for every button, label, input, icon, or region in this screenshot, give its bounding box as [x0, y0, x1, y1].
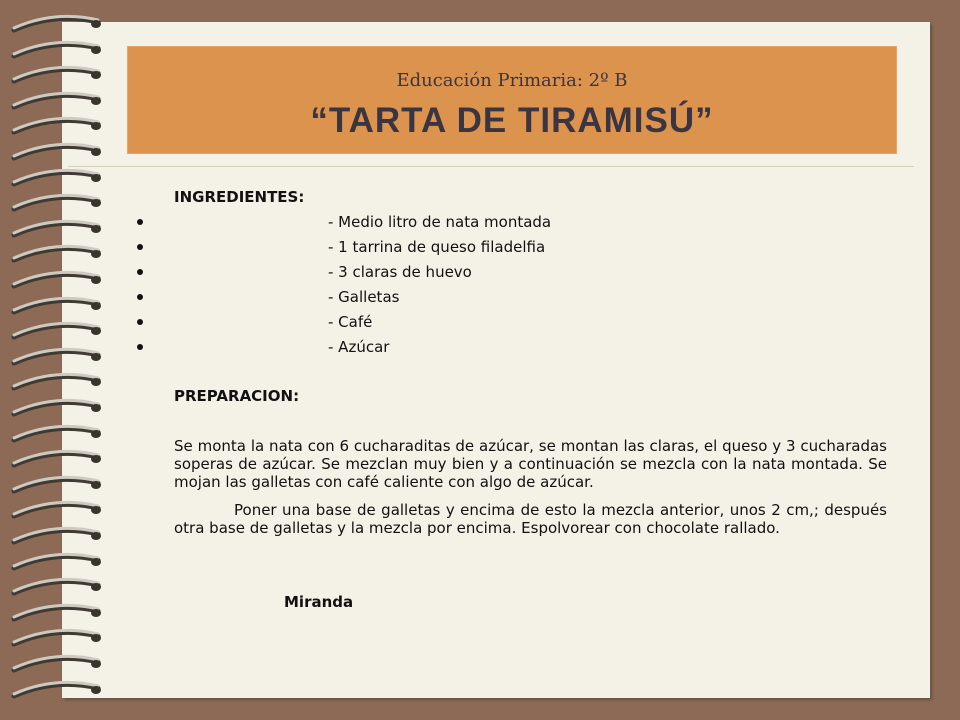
header-divider: [68, 166, 914, 167]
binding-ring-icon: [0, 526, 110, 546]
ingredient-item: [0, 313, 700, 333]
binding-ring-icon: [0, 577, 110, 597]
binding-ring-icon: [0, 372, 110, 392]
ingredient-item: [0, 263, 700, 283]
ingredient-text: - Galletas: [328, 288, 400, 306]
binding-ring-icon: [0, 40, 110, 60]
preparation-heading: PREPARACION:: [174, 387, 300, 405]
ingredient-text: - 1 tarrina de queso filadelfia: [328, 238, 546, 256]
title-banner: [127, 46, 897, 154]
binding-ring-icon: [0, 91, 110, 111]
class-subtitle: Educación Primaria: 2º B: [396, 70, 628, 91]
binding-ring-icon: [0, 500, 110, 520]
binding-ring-icon: [0, 424, 110, 444]
binding-ring-icon: [0, 398, 110, 418]
bullet-icon: [137, 319, 143, 325]
preparation-paragraph: Poner una base de galletas y encima de esto la mezcla anterior, unos 2 cm,; después otra base de galletas y la mezcla por encima. Espolvorear con chocolate rallado.: [174, 501, 887, 537]
binding-ring-icon: [0, 168, 110, 188]
preparation-paragraph: Se monta la nata con 6 cucharaditas de azúcar, se montan las claras, el queso y 3 cucharadas soperas de azúcar. Se mezclan muy bien y a continuación se mezcla con la nata montada. Se mojan las galletas con café caliente con algo de azúcar.: [174, 437, 887, 491]
bullet-icon: [137, 219, 143, 225]
recipe-title: “TARTA DE TIRAMISÚ”: [310, 101, 714, 140]
ingredient-item: [0, 238, 700, 258]
bullet-icon: [137, 269, 143, 275]
binding-ring-icon: [0, 449, 110, 469]
binding-ring-icon: [0, 116, 110, 136]
ingredient-text: - 3 claras de huevo: [328, 263, 472, 281]
binding-ring-icon: [0, 142, 110, 162]
binding-ring-icon: [0, 14, 110, 34]
author-signature: Miranda: [284, 593, 354, 611]
ingredient-text: - Medio litro de nata montada: [328, 213, 552, 231]
ingredient-item: [0, 213, 700, 233]
ingredient-text: - Café: [328, 313, 373, 331]
binding-ring-icon: [0, 654, 110, 674]
bullet-icon: [137, 244, 143, 250]
binding-ring-icon: [0, 680, 110, 700]
bullet-icon: [137, 294, 143, 300]
bullet-icon: [137, 344, 143, 350]
binding-ring-icon: [0, 193, 110, 213]
binding-ring-icon: [0, 628, 110, 648]
binding-ring-icon: [0, 603, 110, 623]
ingredient-item: [0, 338, 700, 358]
ingredient-text: - Azúcar: [328, 338, 390, 356]
ingredient-item: [0, 288, 700, 308]
ingredients-heading: INGREDIENTES:: [174, 188, 305, 206]
binding-ring-icon: [0, 552, 110, 572]
binding-ring-icon: [0, 475, 110, 495]
binding-ring-icon: [0, 65, 110, 85]
